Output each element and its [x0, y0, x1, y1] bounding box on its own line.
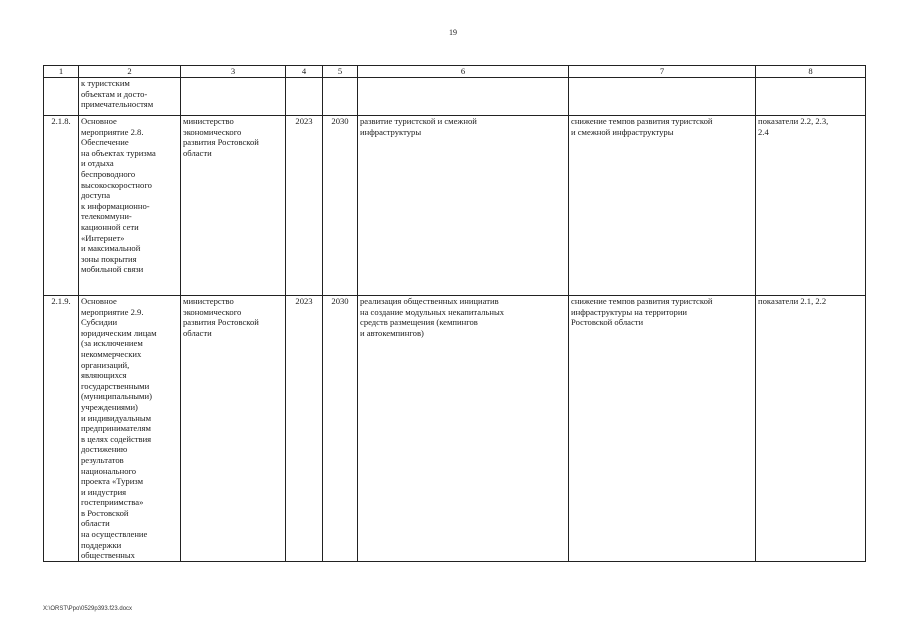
cell-text-line: «Интернет»: [81, 232, 125, 243]
cell-text-line: развития Ростовской: [183, 317, 259, 328]
table-header-row: [44, 66, 866, 78]
cell-text-line: снижение темпов развития туристской: [571, 116, 713, 126]
cell-text-line: юридическим лицам: [81, 327, 157, 338]
activity-name-cell: [79, 296, 181, 562]
cell-text-line: показатели 2.1, 2.2: [758, 296, 827, 306]
activity-name-cell: [79, 78, 181, 116]
cell-text-line: снижение темпов развития туристской: [571, 296, 713, 306]
cell-text-line: телекоммуни-: [81, 211, 132, 222]
cell-text-line: в целях содействия: [81, 433, 152, 444]
cell-text-line: объектам и досто-: [81, 88, 148, 99]
cell-text-line: инфраструктуры на территории: [571, 306, 688, 317]
expected-result-cell: [358, 78, 569, 116]
cell-text-line: учреждениями): [81, 401, 138, 412]
cell-text-line: гостеприимства»: [81, 497, 144, 508]
cell-text-line: экономического: [183, 126, 242, 137]
cell-text-line: национального: [81, 465, 137, 476]
cell-text-line: 2.4: [758, 126, 769, 137]
table-row: [44, 78, 866, 116]
consequences-cell: [569, 296, 756, 562]
program-activities-table: [43, 65, 866, 562]
table-body: [44, 66, 866, 562]
cell-text-line: показатели 2.2, 2.3,: [758, 116, 829, 126]
column-header-2: 2: [79, 66, 181, 78]
cell-text-line: министерство: [183, 296, 234, 306]
page-number: 19: [449, 28, 457, 37]
table-row: [44, 296, 866, 562]
start-year-cell: 2023: [286, 116, 323, 296]
column-header-5: 5: [323, 66, 358, 78]
cell-text-line: Обеспечение: [81, 137, 129, 148]
cell-text-line: и максимальной: [81, 243, 141, 254]
cell-text-line: мероприятие 2.8.: [81, 126, 144, 137]
indicators-link-cell: [756, 116, 866, 296]
row-number-cell: [44, 78, 79, 116]
cell-text-line: доступа: [81, 190, 111, 201]
row-number-cell: 2.1.8.: [44, 116, 79, 296]
cell-text-line: к туристским: [81, 78, 130, 88]
cell-text-line: результатов: [81, 454, 124, 465]
cell-text-line: Основное: [81, 296, 117, 306]
cell-text-line: к информационно-: [81, 200, 150, 211]
cell-text-line: реализация общественных инициатив: [360, 296, 499, 306]
cell-text-line: являющихся: [81, 370, 127, 381]
indicators-link-cell: [756, 78, 866, 116]
end-year-cell: 2030: [323, 296, 358, 562]
cell-text-line: государственными: [81, 380, 150, 391]
cell-text-line: на осуществление: [81, 529, 148, 540]
cell-text-line: области: [183, 327, 212, 338]
column-header-6: 6: [358, 66, 569, 78]
start-year-cell: [286, 78, 323, 116]
cell-text-line: высокоскоростного: [81, 179, 152, 190]
cell-text-line: Ростовской области: [571, 317, 644, 328]
cell-text-line: экономического: [183, 306, 242, 317]
cell-text-line: кационной сети: [81, 221, 139, 232]
indicators-link-cell: [756, 296, 866, 562]
column-header-1: 1: [44, 66, 79, 78]
cell-text-line: организаций,: [81, 359, 130, 370]
cell-text-line: области: [183, 147, 212, 158]
column-header-7: 7: [569, 66, 756, 78]
cell-text-line: Субсидии: [81, 317, 118, 328]
file-path-footer: X:\ORST\Ppo\0529p393.f23.docx: [43, 606, 133, 612]
consequences-cell: [569, 78, 756, 116]
cell-text-line: на создание модульных некапитальных: [360, 306, 505, 317]
responsible-executor-cell: [181, 116, 286, 296]
responsible-executor-cell: [181, 78, 286, 116]
cell-text-line: проекта «Туризм: [81, 476, 144, 487]
cell-text-line: достижению: [81, 444, 128, 455]
cell-text-line: области: [81, 518, 110, 529]
column-header-8: 8: [756, 66, 866, 78]
row-number-cell: 2.1.9.: [44, 296, 79, 562]
cell-text-line: предпринимателям: [81, 423, 151, 434]
cell-text-line: и автокемпингов): [360, 327, 424, 338]
cell-text-line: общественных: [81, 550, 135, 561]
cell-text-line: зоны покрытия: [81, 253, 137, 264]
cell-text-line: примечательностям: [81, 99, 154, 110]
end-year-cell: 2030: [323, 116, 358, 296]
cell-text-line: и индивидуальным: [81, 412, 152, 423]
cell-text-line: поддержки: [81, 539, 122, 550]
cell-text-line: Основное: [81, 116, 117, 126]
cell-text-line: развития Ростовской: [183, 137, 259, 148]
column-header-4: 4: [286, 66, 323, 78]
responsible-executor-cell: [181, 296, 286, 562]
cell-text-line: средств размещения (кемпингов: [360, 317, 478, 328]
table-row: [44, 116, 866, 296]
activity-name-cell: [79, 116, 181, 296]
start-year-cell: 2023: [286, 296, 323, 562]
expected-result-cell: [358, 296, 569, 562]
expected-result-cell: [358, 116, 569, 296]
cell-text-line: мероприятие 2.9.: [81, 306, 144, 317]
cell-text-line: и индустрия: [81, 486, 127, 497]
cell-text-line: (за исключением: [81, 338, 143, 349]
consequences-cell: [569, 116, 756, 296]
cell-text-line: мобильной связи: [81, 264, 144, 275]
end-year-cell: [323, 78, 358, 116]
cell-text-line: развитие туристской и смежной: [360, 116, 477, 126]
cell-text-line: некоммерческих: [81, 348, 142, 359]
cell-text-line: (муниципальными): [81, 391, 152, 402]
cell-text-line: министерство: [183, 116, 234, 126]
cell-text-line: беспроводного: [81, 168, 136, 179]
cell-text-line: на объектах туризма: [81, 147, 156, 158]
cell-text-line: инфраструктуры: [360, 126, 422, 137]
cell-text-line: и отдыха: [81, 158, 114, 169]
column-header-3: 3: [181, 66, 286, 78]
cell-text-line: в Ростовской: [81, 507, 129, 518]
cell-text-line: и смежной инфраструктуры: [571, 126, 674, 137]
